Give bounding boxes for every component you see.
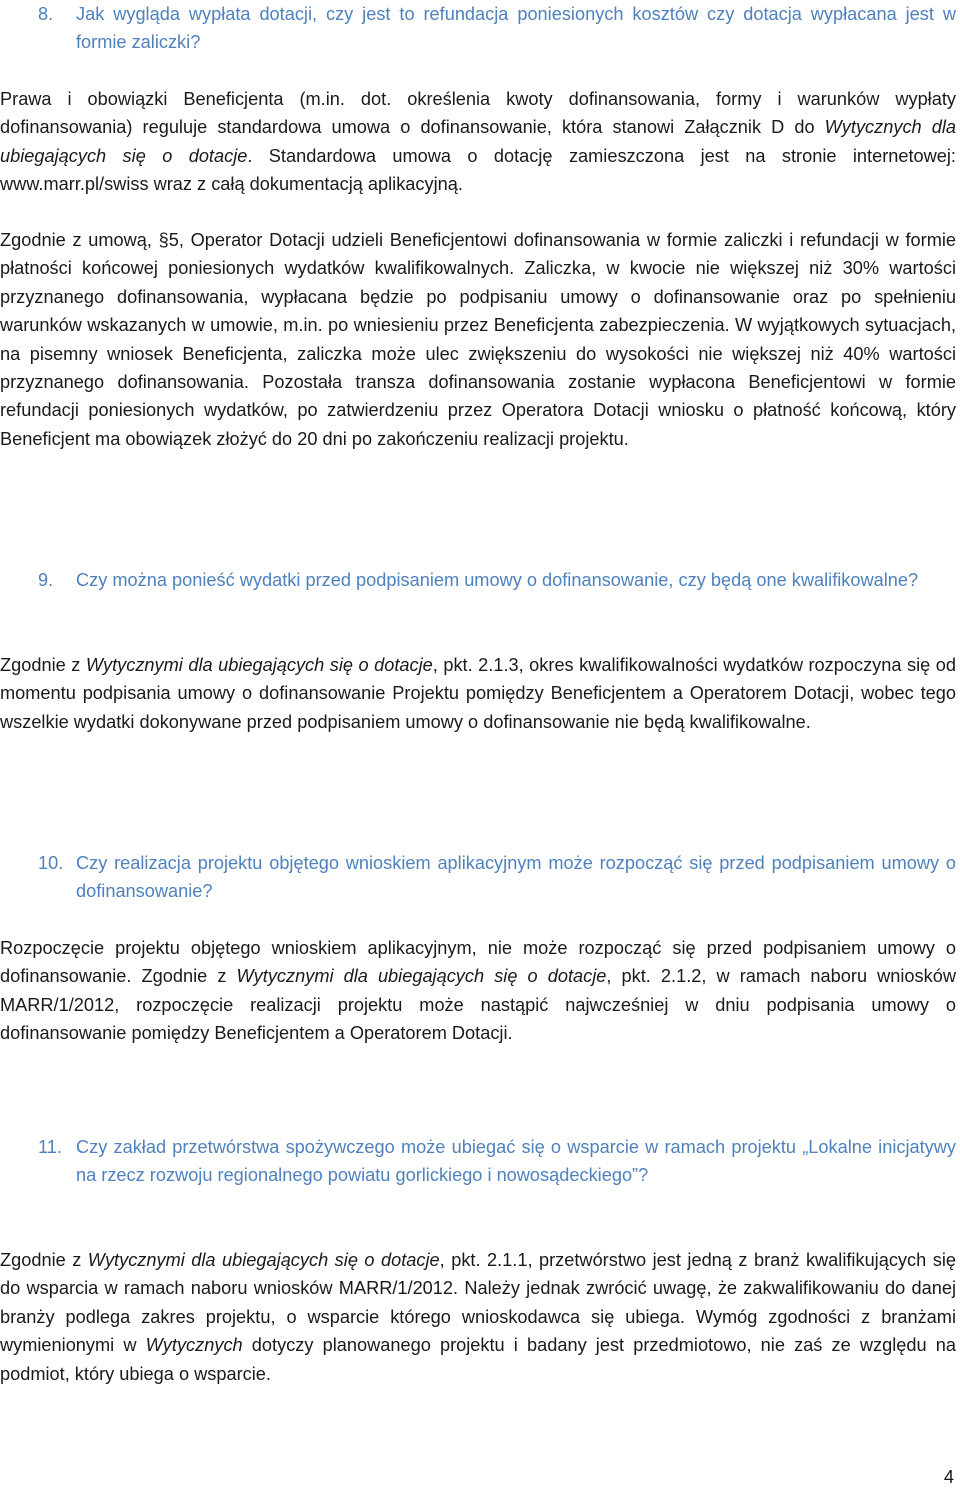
question-11-heading [0,1133,956,1189]
italic-guidelines-title: Wytycznymi dla ubiegających się o dotacje [236,966,607,987]
question-number: 10. [38,853,64,873]
text-run: , pkt. 2.1.2, w ramach naboru wniosków MARR/1/2012, rozpoczęcie realizacji projektu może nastąpić najwcześniej w dniu podpisania umowy o dofinansowanie pomiędzy Beneficjentem a Operatorem Dotacji. [0,966,956,1044]
text-run: Prawa i obowiązki Beneficjenta (m.in. dot. określenia kwoty dofinansowania, formy i warunków wypłaty dofinansowania) reguluje standardowa umowa o dofinansowanie, która stanowi Załącznik D do [0,89,956,138]
question-text: Czy realizacja projektu objętego wnioskiem aplikacyjnym może rozpocząć się przed podpisaniem umowy o dofinansowanie? [76,853,956,901]
answer-9-paragraph [0,651,956,736]
question-text: Czy można ponieść wydatki przed podpisaniem umowy o dofinansowanie, czy będą one kwalifikowalne? [76,570,919,590]
text-run: dotyczy planowanego projektu i badany jest przedmiotowo, nie zaś ze względu na podmiot, który ubiega o wsparcie. [0,1335,956,1384]
question-number: 11. [38,1137,62,1157]
italic-guidelines-title: Wytycznymi dla ubiegających się o dotacje [85,655,433,675]
text-run: , pkt. 2.1.3, okres kwalifikowalności wydatków rozpoczyna się od momentu podpisania umowy o dofinansowanie Projektu pomiędzy Beneficjentem a Operatorem Dotacji, wobec tego wszelkie wydatki dokonywane przed podpisaniem umowy o dofinansowanie nie będą kwalifikowalne. [0,655,956,732]
answer-10-paragraph [0,934,956,1048]
question-text: Jak wygląda wypłata dotacji, czy jest to refundacja poniesionych kosztów czy dotacja wypłacana jest w formie zaliczki? [76,4,956,52]
question-9-heading [0,566,956,594]
answer-11-paragraph [0,1246,956,1388]
text-run: Rozpoczęcie projektu objętego wnioskiem aplikacyjnym, nie może rozpocząć się przed podpisaniem umowy o dofinansowanie. Zgodnie z [0,938,956,987]
question-number: 9. [38,570,54,590]
text-run: Zgodnie z [0,655,86,675]
text-run: , pkt. 2.1.1, przetwórstwo jest jedną z branż kwalifikujących się do wsparcia w ramach naboru wniosków MARR/1/2012. Należy jednak zwrócić uwagę, że zakwalifikowaniu do danej branży podlega zakres projektu, o wsparcie którego wnioskodawca się ubiega. Wymóg zgodności z branżami wymienionymi w [0,1250,956,1356]
italic-guidelines-title: Wytycznymi dla ubiegających się o dotacje [87,1250,440,1270]
text-run: Zgodnie z umową, §5, Operator Dotacji udzieli Beneficjentowi dofinansowania w formie zaliczki i refundacji w formie płatności końcowej poniesionych wydatków kwalifikowalnych. Zaliczka, w kwocie nie większej niż 30% wartości przyznanego dofinansowania, wypłacana będzie po podpisaniu umowy o dofinansowanie oraz po spełnieniu warunków wskazanych w umowie, m.in. po wniesieniu przez Beneficjenta zabezpieczenia. W wyjątkowych sytuacjach, na pisemny wniosek Beneficjenta, zaliczka może ulec zwiększeniu do wysokości nie większej niż 40% wartości przyznanego dofinansowania. Pozostała transza dofinansowania zostanie wypłacona Beneficjentowi w formie refundacji poniesionych wydatków, po zatwierdzeniu przez Operatora Dotacji wniosku o płatność końcową, który Beneficjent ma obowiązek złożyć do 20 dni po zakończeniu realizacji projektu. [0,230,956,449]
italic-guidelines-short: Wytycznych [145,1335,243,1356]
italic-guidelines-title: Wytycznych dla ubiegających się o dotacje [0,117,956,166]
question-10-heading [0,849,956,905]
question-text: Czy zakład przetwórstwa spożywczego może ubiegać się o wsparcie w ramach projektu „Lokalne inicjatywy na rzecz rozwoju regionalnego powiatu gorlickiego i nowosądeckiego”? [76,1137,956,1185]
question-number: 8. [38,4,54,24]
question-8-heading [0,0,956,56]
text-run: . Standardowa umowa o dotację zamieszczona jest na stronie internetowej: www.marr.pl/swiss wraz z całą dokumentacją aplikacyjną. [0,145,956,195]
text-run: Zgodnie z [0,1250,88,1270]
page-number: 4 [943,1467,954,1487]
answer-8-paragraph-1 [0,85,956,199]
answer-8-paragraph-2 [0,226,956,453]
